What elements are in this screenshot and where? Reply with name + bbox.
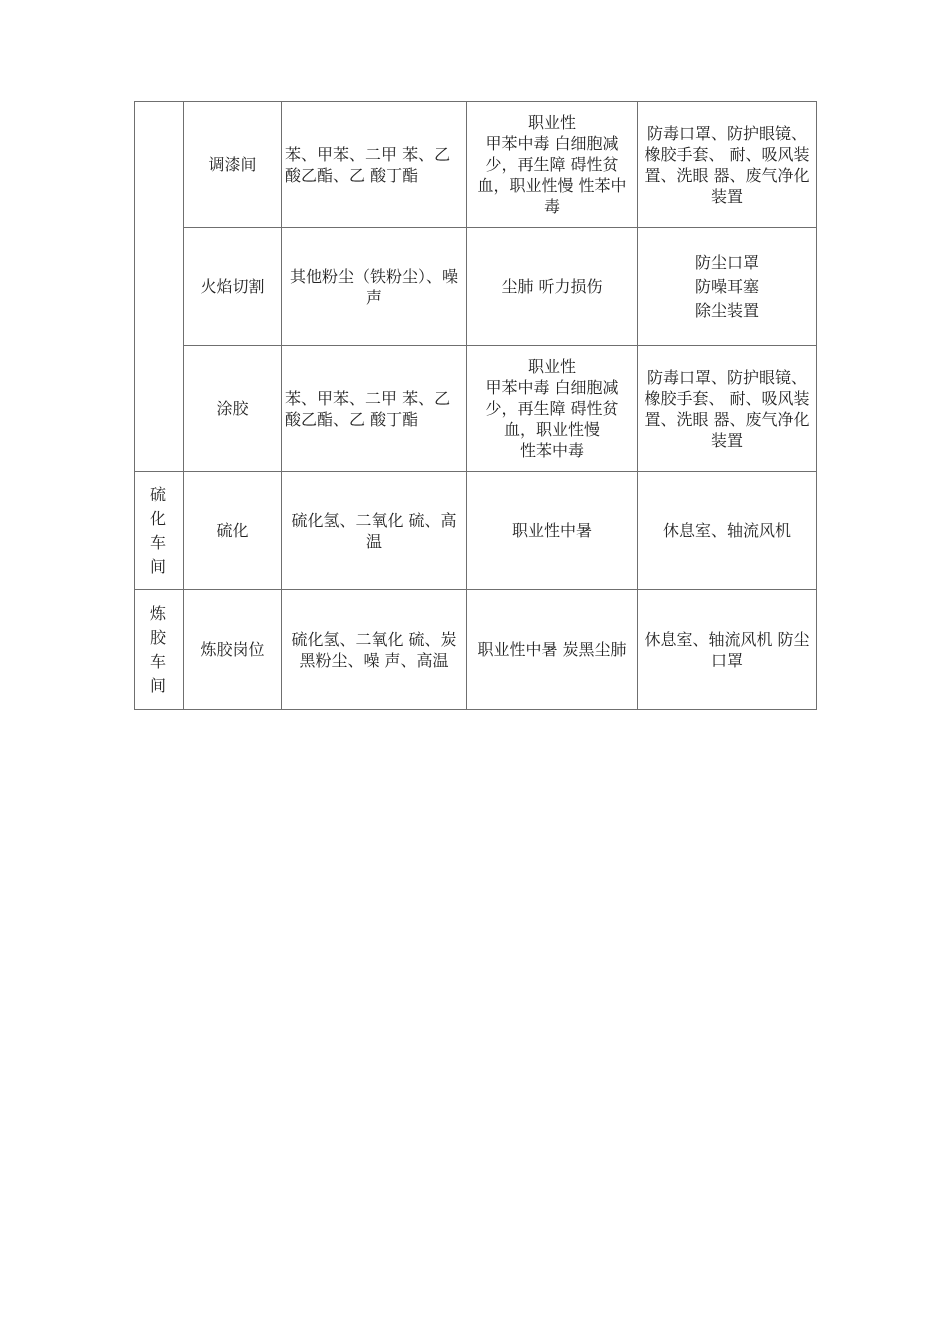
occupational-hazard-table [134,101,817,710]
occupational-disease-cell [467,228,638,346]
post-cell: 硫化 [184,472,282,590]
workshop-cell-blank [135,102,184,472]
hazard-factors-cell: 其他粉尘（铁粉尘）、噪声 [282,228,467,346]
protection-measures-cell [638,228,817,346]
occupational-disease-cell [467,472,638,590]
hazard-factors-cell: 苯、甲苯、二甲 苯、乙酸乙酯、乙 酸丁酯 [282,346,467,472]
occupational-disease-cell [467,346,638,472]
hazard-factors-cell: 苯、甲苯、二甲 苯、乙酸乙酯、乙 酸丁酯 [282,102,467,228]
protection-measures-cell [638,102,817,228]
post-cell: 调漆间 [184,102,282,228]
table-row [135,228,817,346]
disease-line: 性苯中毒 [519,441,584,460]
disease-line: 职业性 [527,357,576,376]
protection-line: 防尘口罩 [694,252,759,272]
occupational-disease-cell [467,590,638,710]
post-cell: 火焰切割 [184,228,282,346]
protection-measures-cell [638,346,817,472]
post-cell: 炼胶岗位 [184,590,282,710]
protection-line: 防噪耳塞 [694,276,759,296]
protection-line: 防毒口罩、防护眼镜、橡胶手套、 耐、吸风装置、洗眼 器、废气净化装置 [644,123,810,206]
post-cell: 涂胶 [184,346,282,472]
protection-line: 防毒口罩、防护眼镜、橡胶手套、 耐、吸风装置、洗眼 器、废气净化装置 [644,367,810,450]
workshop-cell: 硫 化 车 间 [135,472,184,590]
table-row [135,346,817,472]
disease-line: 职业性 [527,113,576,132]
hazard-factors-cell: 硫化氢、二氧化 硫、炭黑粉尘、噪 声、高温 [282,590,467,710]
table-row [135,102,817,228]
protection-line: 除尘装置 [694,300,759,320]
hazard-factors-cell: 硫化氢、二氧化 硫、高温 [282,472,467,590]
table-row [135,590,817,710]
protection-measures-cell [638,472,817,590]
disease-line: 尘肺 听力损伤 [501,277,603,296]
disease-line: 职业性中暑 炭黑尘肺 [477,640,627,659]
table-row [135,472,817,590]
protection-measures-cell [638,590,817,710]
protection-line: 休息室、轴流风机 [662,521,791,540]
workshop-cell: 炼 胶 车 间 [135,590,184,710]
occupational-disease-cell [467,102,638,228]
disease-line: 甲苯中毒 白细胞减少，再生障 碍性贫血，职业性慢 [485,378,619,439]
disease-line: 甲苯中毒 白细胞减少，再生障 碍性贫血，职业性慢 性苯中毒 [477,134,627,216]
disease-line: 职业性中暑 [511,521,592,540]
protection-line: 休息室、轴流风机 防尘口罩 [644,629,810,670]
